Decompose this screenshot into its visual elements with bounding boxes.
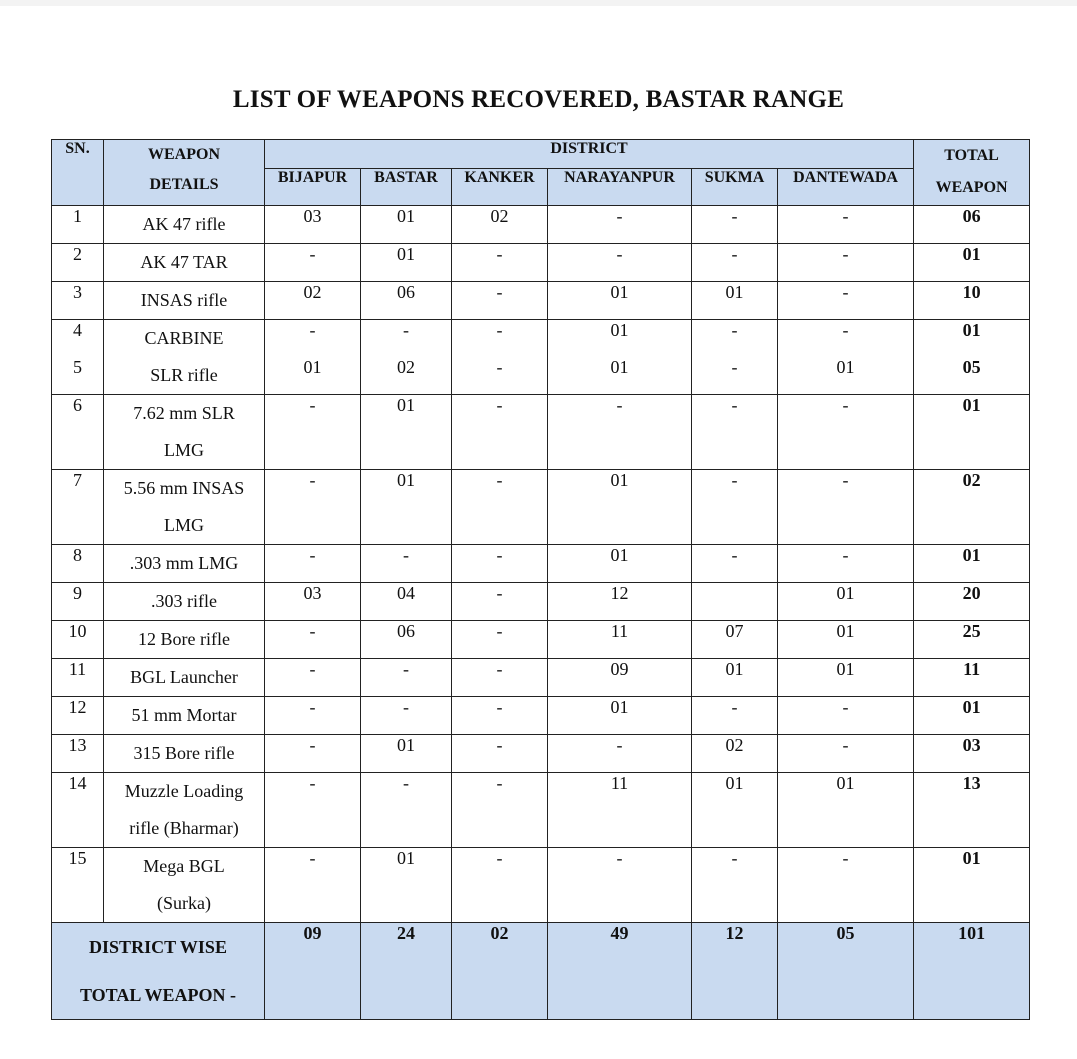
row-value-sukma: -: [692, 545, 778, 583]
row-value-narayanpur: -: [548, 735, 692, 773]
header-total-weapon: [914, 140, 1030, 206]
row-value-bastar: 01: [361, 735, 452, 773]
row-weapon-name: [104, 621, 265, 659]
row-value-narayanpur: -: [548, 395, 692, 470]
row-sn: 7: [52, 470, 104, 545]
row-value-dantewada: -: [778, 282, 914, 320]
row-value-narayanpur: 01: [548, 357, 692, 395]
row-weapon-name-line: 7.62 mm SLR: [133, 403, 235, 423]
row-value-sukma: 02: [692, 735, 778, 773]
row-value-kanker: -: [452, 320, 548, 358]
table-row: [52, 282, 1030, 320]
district-total-narayanpur: 49: [548, 923, 692, 1020]
row-value-kanker: -: [452, 470, 548, 545]
row-value-kanker: -: [452, 583, 548, 621]
header-district: DISTRICT: [265, 140, 914, 169]
row-value-bijapur: -: [265, 244, 361, 282]
row-weapon-name-line: 51 mm Mortar: [131, 705, 237, 725]
row-weapon-name-line: (Surka): [157, 893, 211, 913]
row-value-kanker: -: [452, 659, 548, 697]
row-value-bijapur: 01: [265, 357, 361, 395]
header-weapon-details: [104, 140, 265, 206]
row-value-bastar: -: [361, 773, 452, 848]
district-total-label-line1: DISTRICT WISE: [89, 937, 227, 957]
row-value-bastar: 01: [361, 848, 452, 923]
row-sn: 10: [52, 621, 104, 659]
row-value-narayanpur: 12: [548, 583, 692, 621]
row-weapon-name-line: .303 rifle: [151, 591, 217, 611]
row-total: 01: [914, 320, 1030, 358]
row-value-bijapur: 03: [265, 583, 361, 621]
row-value-dantewada: -: [778, 697, 914, 735]
header-district-kanker: KANKER: [452, 169, 548, 206]
header-weapon-line1: WEAPON: [148, 146, 220, 163]
row-weapon-name-line: Muzzle Loading: [124, 781, 244, 801]
row-value-bijapur: -: [265, 735, 361, 773]
row-sn: 15: [52, 848, 104, 923]
row-value-bijapur: -: [265, 848, 361, 923]
row-value-bijapur: -: [265, 659, 361, 697]
row-weapon-name-line: AK 47 rifle: [142, 214, 226, 234]
row-value-dantewada: -: [778, 470, 914, 545]
row-value-bijapur: -: [265, 773, 361, 848]
table-row: [52, 697, 1030, 735]
row-value-sukma: [692, 583, 778, 621]
table-row: [52, 320, 1030, 358]
table-row: [52, 848, 1030, 923]
row-value-narayanpur: 01: [548, 320, 692, 358]
row-value-bastar: 04: [361, 583, 452, 621]
row-weapon-name-line: AK 47 TAR: [140, 252, 228, 272]
district-total-row: [52, 923, 1030, 1020]
row-value-bijapur: -: [265, 697, 361, 735]
row-value-sukma: -: [692, 244, 778, 282]
row-value-bastar: -: [361, 659, 452, 697]
row-weapon-name: [104, 395, 265, 470]
row-value-sukma: -: [692, 320, 778, 358]
row-weapon-name: [104, 545, 265, 583]
row-value-bastar: 01: [361, 470, 452, 545]
row-total: 01: [914, 848, 1030, 923]
row-weapon-name: [104, 659, 265, 697]
header-district-bijapur: BIJAPUR: [265, 169, 361, 206]
row-value-sukma: -: [692, 206, 778, 244]
row-value-kanker: 02: [452, 206, 548, 244]
row-value-bastar: 01: [361, 206, 452, 244]
row-value-dantewada: 01: [778, 583, 914, 621]
row-value-sukma: -: [692, 697, 778, 735]
row-total: 01: [914, 244, 1030, 282]
row-weapon-name: [104, 470, 265, 545]
district-total-kanker: 02: [452, 923, 548, 1020]
row-weapon-name: [104, 735, 265, 773]
header-district-bastar: BASTAR: [361, 169, 452, 206]
table-row: [52, 735, 1030, 773]
row-total: 05: [914, 357, 1030, 395]
row-value-kanker: -: [452, 395, 548, 470]
row-value-bijapur: -: [265, 470, 361, 545]
row-value-dantewada: 01: [778, 621, 914, 659]
header-sn: SN.: [52, 140, 104, 206]
row-sn: 3: [52, 282, 104, 320]
row-weapon-name-line: LMG: [164, 515, 204, 535]
row-value-kanker: -: [452, 282, 548, 320]
row-total: 03: [914, 735, 1030, 773]
row-value-sukma: 07: [692, 621, 778, 659]
table-row: [52, 470, 1030, 545]
row-weapon-name: [104, 848, 265, 923]
district-total-label-line2: TOTAL WEAPON -: [79, 985, 237, 1005]
row-total: 01: [914, 395, 1030, 470]
table-row: [52, 206, 1030, 244]
row-sn: 8: [52, 545, 104, 583]
row-value-bijapur: -: [265, 621, 361, 659]
row-sn: 2: [52, 244, 104, 282]
row-value-bijapur: -: [265, 395, 361, 470]
row-weapon-name-line: LMG: [164, 440, 204, 460]
row-value-sukma: -: [692, 357, 778, 395]
row-sn: 11: [52, 659, 104, 697]
row-value-bastar: 01: [361, 395, 452, 470]
row-weapon-name-line: BGL Launcher: [130, 667, 238, 687]
row-value-kanker: -: [452, 621, 548, 659]
header-weapon-line2: DETAILS: [149, 176, 219, 193]
district-total-label: [52, 923, 265, 1020]
top-bar: [0, 0, 1077, 6]
row-value-dantewada: -: [778, 848, 914, 923]
district-total-sukma: 12: [692, 923, 778, 1020]
district-total-bastar: 24: [361, 923, 452, 1020]
row-value-kanker: -: [452, 697, 548, 735]
row-value-sukma: -: [692, 395, 778, 470]
row-value-narayanpur: -: [548, 206, 692, 244]
row-total: 01: [914, 697, 1030, 735]
row-total: 20: [914, 583, 1030, 621]
row-value-bastar: 06: [361, 282, 452, 320]
row-weapon-name-line: CARBINE: [144, 328, 224, 348]
row-value-dantewada: 01: [778, 659, 914, 697]
row-weapon-name: [104, 244, 265, 282]
row-value-narayanpur: -: [548, 244, 692, 282]
row-sn: 5: [52, 357, 104, 395]
row-weapon-name: [104, 583, 265, 621]
table-row: [52, 357, 1030, 395]
grand-total: 101: [914, 923, 1030, 1020]
row-value-bijapur: 03: [265, 206, 361, 244]
row-value-sukma: -: [692, 470, 778, 545]
header-row-1: [52, 140, 1030, 169]
table-row: [52, 395, 1030, 470]
row-value-bastar: 06: [361, 621, 452, 659]
row-value-kanker: -: [452, 848, 548, 923]
row-value-sukma: -: [692, 848, 778, 923]
row-value-dantewada: -: [778, 395, 914, 470]
table-row: [52, 244, 1030, 282]
row-value-narayanpur: 01: [548, 282, 692, 320]
table-row: [52, 621, 1030, 659]
row-value-narayanpur: 01: [548, 697, 692, 735]
row-value-bastar: 01: [361, 244, 452, 282]
row-sn: 9: [52, 583, 104, 621]
header-district-sukma: SUKMA: [692, 169, 778, 206]
row-value-sukma: 01: [692, 659, 778, 697]
row-sn: 13: [52, 735, 104, 773]
table-row: [52, 659, 1030, 697]
row-sn: 1: [52, 206, 104, 244]
row-sn: 12: [52, 697, 104, 735]
header-total-line1: TOTAL: [944, 147, 999, 164]
district-total-bijapur: 09: [265, 923, 361, 1020]
row-weapon-name: [104, 206, 265, 244]
row-total: 02: [914, 470, 1030, 545]
row-value-bastar: -: [361, 697, 452, 735]
row-sn: 4: [52, 320, 104, 358]
row-value-dantewada: 01: [778, 773, 914, 848]
row-weapon-name: [104, 697, 265, 735]
row-total: 06: [914, 206, 1030, 244]
row-value-bijapur: -: [265, 320, 361, 358]
row-value-dantewada: -: [778, 244, 914, 282]
row-total: 10: [914, 282, 1030, 320]
row-weapon-name-line: 12 Bore rifle: [138, 629, 230, 649]
row-weapon-name-line: 5.56 mm INSAS: [123, 478, 245, 498]
row-weapon-name-line: rifle (Bharmar): [129, 818, 239, 838]
table-row: [52, 545, 1030, 583]
row-value-kanker: -: [452, 545, 548, 583]
row-weapon-name: [104, 282, 265, 320]
header-district-dantewada: DANTEWADA: [778, 169, 914, 206]
row-value-sukma: 01: [692, 773, 778, 848]
row-value-kanker: -: [452, 244, 548, 282]
row-total: 25: [914, 621, 1030, 659]
row-weapon-name-line: 315 Bore rifle: [133, 743, 235, 763]
row-value-bastar: -: [361, 545, 452, 583]
row-value-dantewada: 01: [778, 357, 914, 395]
row-value-bijapur: 02: [265, 282, 361, 320]
row-sn: 14: [52, 773, 104, 848]
row-value-narayanpur: 01: [548, 470, 692, 545]
row-weapon-name-line: .303 mm LMG: [129, 553, 239, 573]
header-total-line2: WEAPON: [935, 179, 1008, 196]
row-value-dantewada: -: [778, 545, 914, 583]
row-value-dantewada: -: [778, 206, 914, 244]
row-value-dantewada: -: [778, 735, 914, 773]
row-value-narayanpur: 01: [548, 545, 692, 583]
weapons-table: [51, 139, 1030, 1020]
row-weapon-name: [104, 357, 265, 395]
row-value-narayanpur: -: [548, 848, 692, 923]
header-district-narayanpur: NARAYANPUR: [548, 169, 692, 206]
row-value-kanker: -: [452, 357, 548, 395]
row-sn: 6: [52, 395, 104, 470]
row-value-narayanpur: 11: [548, 621, 692, 659]
row-total: 11: [914, 659, 1030, 697]
table-row: [52, 773, 1030, 848]
row-weapon-name-line: SLR rifle: [150, 365, 218, 385]
page-title: LIST OF WEAPONS RECOVERED, BASTAR RANGE: [232, 86, 845, 113]
table-row: [52, 583, 1030, 621]
row-value-bastar: 02: [361, 357, 452, 395]
row-value-dantewada: -: [778, 320, 914, 358]
row-weapon-name: [104, 320, 265, 358]
row-value-narayanpur: 11: [548, 773, 692, 848]
row-weapon-name: [104, 773, 265, 848]
row-value-kanker: -: [452, 735, 548, 773]
row-value-bijapur: -: [265, 545, 361, 583]
row-weapon-name-line: INSAS rifle: [140, 290, 228, 310]
row-total: 13: [914, 773, 1030, 848]
row-weapon-name-line: Mega BGL: [143, 856, 225, 876]
row-value-narayanpur: 09: [548, 659, 692, 697]
row-value-bastar: -: [361, 320, 452, 358]
row-value-sukma: 01: [692, 282, 778, 320]
district-total-dantewada: 05: [778, 923, 914, 1020]
row-total: 01: [914, 545, 1030, 583]
row-value-kanker: -: [452, 773, 548, 848]
